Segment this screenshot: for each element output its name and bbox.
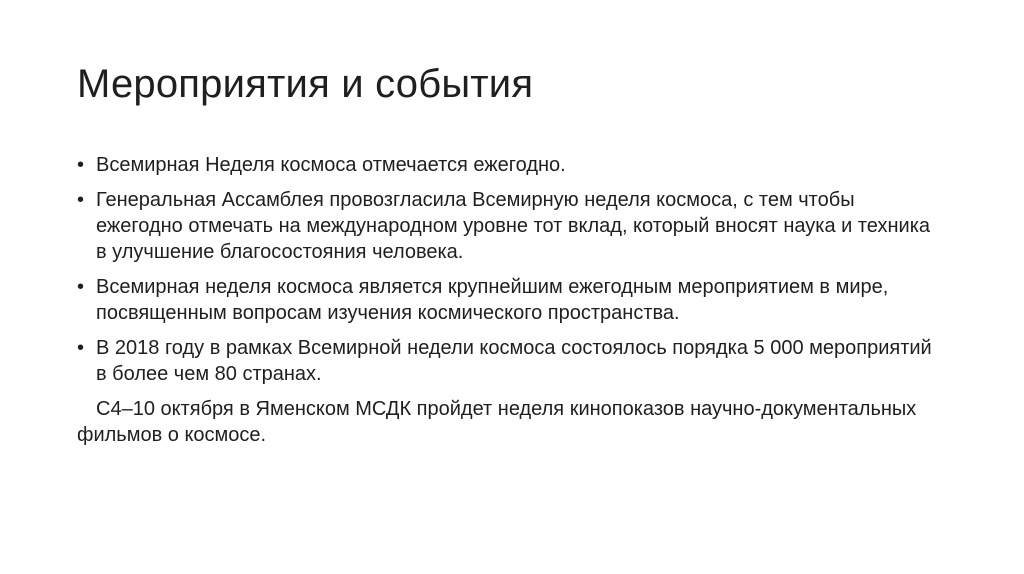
bullet-icon: • [77, 276, 85, 298]
slide-title: Мероприятия и события [77, 62, 534, 106]
bullet-item [77, 274, 937, 326]
bullet-icon: • [77, 337, 85, 359]
bullet-item [77, 152, 937, 178]
bullet-icon: • [77, 154, 85, 176]
bullet-text: Всемирная Неделя космоса отмечается ежегодно. [96, 154, 566, 176]
bullet-text: Генеральная Ассамблея провозгласила Всемирную неделя космоса, с тем чтобы ежегодно отмечать на международном уровне тот вклад, который вносят наука и техника в улучшение благосостояния человека. [96, 189, 931, 263]
bullet-item [77, 335, 937, 387]
bullet-list [77, 152, 937, 387]
bullet-text: В 2018 году в рамках Всемирной недели космоса состоялось порядка 5 000 мероприятий в более чем 80 странах. [96, 337, 932, 385]
bullet-item [77, 187, 937, 265]
event-paragraph: С4–10 октября в Яменском МСДК пройдет неделя кинопоказов научно-документальных фильмов о космосе. [77, 398, 917, 446]
bullet-icon: • [77, 189, 85, 211]
slide-content [77, 152, 937, 448]
bullet-text: Всемирная неделя космоса является крупнейшим ежегодным мероприятием в мире, посвященным вопросам изучения космического пространства. [96, 276, 889, 324]
